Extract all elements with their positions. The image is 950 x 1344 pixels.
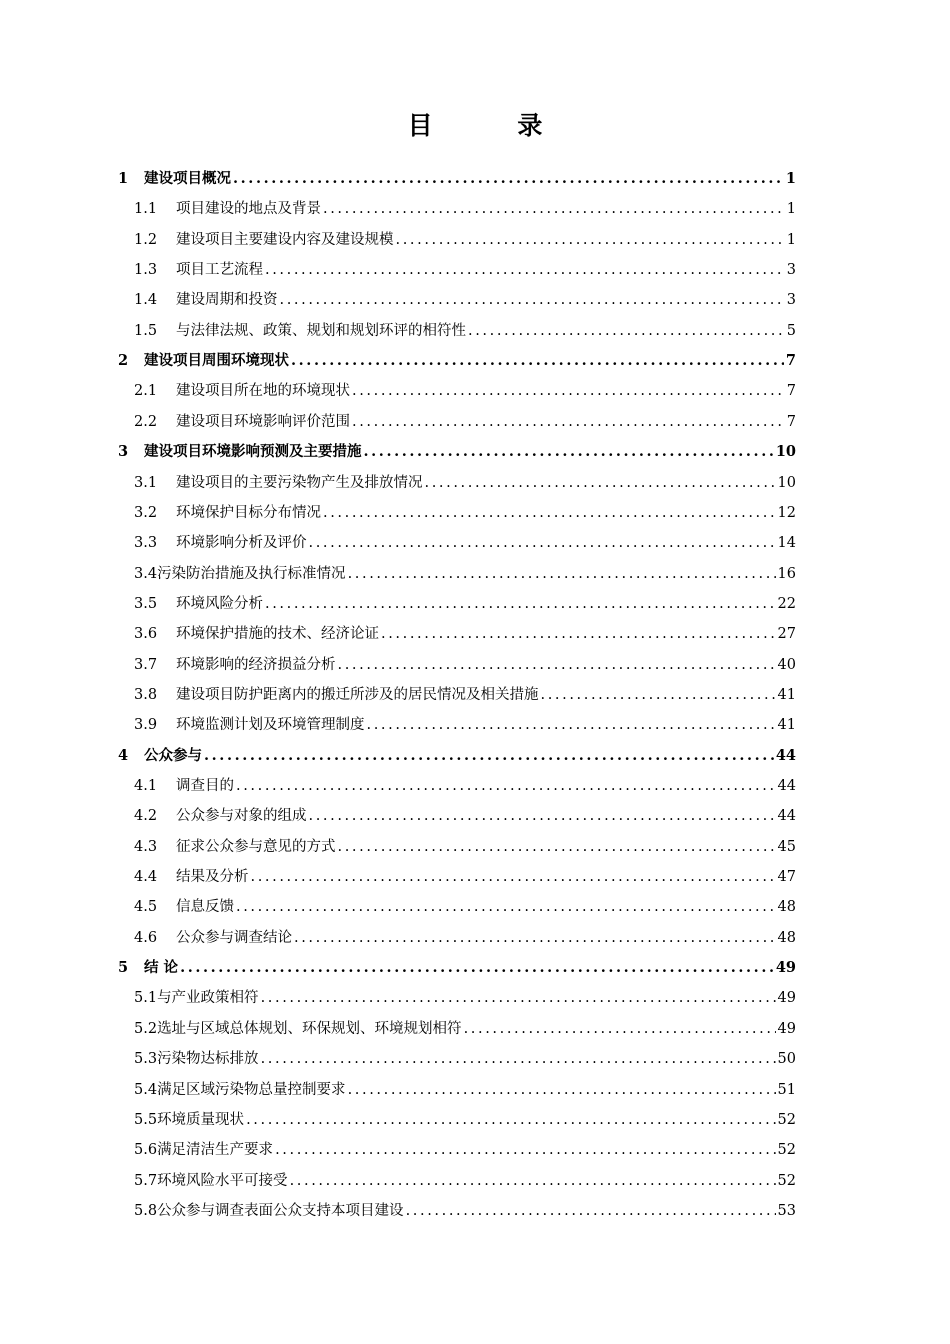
toc-entry-number: 1.3	[134, 262, 158, 279]
toc-entry-title: 建设项目环境影响评价范围	[176, 413, 350, 430]
toc-dot-leader	[261, 1045, 776, 1073]
toc-dot-leader	[364, 438, 774, 466]
toc-entry-number: 3.2	[134, 504, 158, 521]
toc-entry-title: 环境影响的经济损益分析	[176, 656, 336, 673]
toc-section-entry[interactable]	[134, 408, 796, 436]
toc-page-number: 47	[777, 869, 796, 886]
toc-section-entry[interactable]	[134, 711, 796, 739]
toc-section-entry[interactable]	[134, 317, 796, 345]
toc-entry-title: 污染物达标排放	[157, 1051, 259, 1068]
toc-dot-leader	[406, 1197, 776, 1225]
toc-dot-leader	[280, 286, 785, 314]
toc-section-entry[interactable]	[134, 802, 796, 830]
toc-dot-leader	[204, 742, 774, 770]
toc-dot-leader	[261, 984, 776, 1012]
toc-entry-title: 环境监测计划及环境管理制度	[176, 717, 365, 734]
toc-page-number: 40	[777, 656, 796, 673]
toc-page-number: 53	[777, 1202, 796, 1219]
toc-page-number: 10	[777, 474, 796, 491]
toc-entry-title: 选址与区域总体规划、环保规划、环境规划相符	[157, 1020, 462, 1037]
toc-entry-number: 1	[118, 170, 129, 187]
toc-entry-title: 环境保护措施的技术、经济论证	[176, 626, 379, 643]
toc-dot-leader	[352, 377, 785, 405]
toc-entry-number: 5.1	[134, 990, 158, 1007]
toc-entry-title: 建设项目防护距离内的搬迁所涉及的居民情况及相关措施	[176, 686, 539, 703]
toc-section-entry[interactable]	[134, 1136, 796, 1164]
toc-dot-leader	[265, 256, 785, 284]
toc-page-number: 1	[786, 231, 796, 248]
toc-entry-number: 5	[118, 959, 129, 977]
toc-dot-leader	[236, 893, 776, 921]
toc-dot-leader	[425, 469, 776, 497]
toc-entry-number: 3.8	[134, 686, 158, 703]
toc-section-entry[interactable]	[134, 256, 796, 284]
toc-entry-number: 5.2	[134, 1020, 158, 1037]
toc-entry-number: 3	[118, 443, 129, 461]
toc-dot-leader	[291, 347, 784, 375]
toc-entry-title: 公众参与调查表面公众支持本项目建设	[157, 1202, 404, 1219]
toc-dot-leader	[464, 1015, 776, 1043]
toc-section-entry[interactable]	[134, 195, 796, 223]
toc-section-entry[interactable]	[134, 1015, 796, 1043]
toc-entry-number: 4.4	[134, 869, 158, 886]
toc-entry-number: 2.1	[134, 383, 158, 400]
toc-section-entry[interactable]	[134, 529, 796, 557]
toc-section-entry[interactable]	[134, 833, 796, 861]
toc-chapter-entry[interactable]	[118, 347, 796, 375]
toc-entry-title: 结 论	[144, 959, 179, 977]
toc-page-number: 12	[777, 504, 796, 521]
toc-section-entry[interactable]	[134, 286, 796, 314]
toc-page-number: 7	[786, 383, 796, 400]
toc-dot-leader	[381, 620, 776, 648]
toc-section-entry[interactable]	[134, 1106, 796, 1134]
toc-entry-title: 环境保护目标分布情况	[176, 504, 321, 521]
toc-section-entry[interactable]	[134, 924, 796, 952]
toc-page-number: 7	[785, 352, 796, 370]
toc-page-number: 44	[777, 808, 796, 825]
toc-entry-number: 4.3	[134, 838, 158, 855]
page-title: 目 录	[407, 111, 581, 140]
toc-page-number: 48	[777, 899, 796, 916]
toc-section-entry[interactable]	[134, 1167, 796, 1195]
toc-section-entry[interactable]	[134, 984, 796, 1012]
toc-entry-number: 5.5	[134, 1111, 158, 1128]
toc-entry-title: 满足清洁生产要求	[157, 1142, 274, 1159]
toc-chapter-entry[interactable]	[118, 165, 796, 193]
toc-entry-number: 4.5	[134, 899, 158, 916]
toc-dot-leader	[338, 833, 776, 861]
toc-entry-number: 5.7	[134, 1172, 158, 1189]
toc-entry-title: 环境风险分析	[176, 595, 263, 612]
toc-section-entry[interactable]	[134, 469, 796, 497]
toc-entry-title: 建设项目概况	[144, 170, 231, 187]
toc-section-entry[interactable]	[134, 1197, 796, 1225]
toc-entry-number: 3.3	[134, 535, 158, 552]
toc-chapter-entry[interactable]	[118, 438, 796, 466]
toc-entry-number: 3.1	[134, 474, 158, 491]
toc-page-number: 45	[777, 838, 796, 855]
toc-entry-number: 5.3	[134, 1051, 158, 1068]
toc-dot-leader	[294, 924, 776, 952]
toc-section-entry[interactable]	[134, 590, 796, 618]
toc-page-number: 51	[777, 1081, 796, 1098]
toc-entry-title: 建设项目主要建设内容及建设规模	[176, 231, 394, 248]
toc-dot-leader	[251, 863, 776, 891]
toc-dot-leader	[290, 1167, 776, 1195]
toc-page-number: 48	[777, 929, 796, 946]
toc-page-number: 7	[786, 413, 796, 430]
toc-page-number: 10	[775, 443, 796, 461]
toc-dot-leader	[468, 317, 785, 345]
toc-section-entry[interactable]	[134, 620, 796, 648]
toc-dot-leader	[265, 590, 776, 618]
toc-page-number: 52	[777, 1111, 796, 1128]
toc-dot-leader	[275, 1136, 775, 1164]
toc-dot-leader	[323, 195, 785, 223]
toc-section-entry[interactable]	[134, 772, 796, 800]
toc-page-number: 3	[786, 262, 796, 279]
toc-page-number: 3	[786, 292, 796, 309]
toc-dot-leader	[541, 681, 776, 709]
toc-entry-title: 建设周期和投资	[176, 292, 278, 309]
toc-dot-leader	[236, 772, 776, 800]
toc-page-number: 44	[775, 746, 796, 764]
toc-entry-number: 1.1	[134, 201, 158, 218]
toc-entry-title: 项目建设的地点及背景	[176, 201, 321, 218]
toc-dot-leader	[233, 165, 784, 193]
toc-entry-title: 与产业政策相符	[157, 990, 259, 1007]
toc-entry-title: 建设项目环境影响预测及主要措施	[144, 443, 362, 461]
toc-section-entry[interactable]	[134, 226, 796, 254]
toc-page-number: 52	[777, 1142, 796, 1159]
toc-page-number: 5	[786, 322, 796, 339]
toc-entry-number: 1.2	[134, 231, 158, 248]
toc-section-entry[interactable]	[134, 651, 796, 679]
toc-entry-title: 公众参与对象的组成	[176, 808, 307, 825]
toc-entry-number: 4.2	[134, 808, 158, 825]
toc-section-entry[interactable]	[134, 1045, 796, 1073]
toc-entry-number: 3.5	[134, 595, 158, 612]
toc-section-entry[interactable]	[134, 499, 796, 527]
toc-page-number: 16	[777, 565, 796, 582]
toc-page-number: 14	[777, 535, 796, 552]
toc-page-number: 41	[777, 686, 796, 703]
toc-dot-leader	[180, 954, 774, 982]
toc-entry-title: 项目工艺流程	[176, 262, 263, 279]
toc-entry-title: 调查目的	[176, 778, 234, 794]
toc-entry-title: 环境质量现状	[157, 1111, 245, 1128]
toc-page-number: 49	[777, 1020, 796, 1037]
toc-dot-leader	[352, 408, 785, 436]
toc-entry-title: 与法律法规、政策、规划和规划环评的相符性	[176, 322, 466, 339]
toc-section-entry[interactable]	[134, 893, 796, 921]
toc-page-number: 49	[777, 990, 796, 1007]
toc-page-number: 1	[786, 201, 796, 218]
toc-entry-number: 3.7	[134, 656, 158, 673]
toc-section-entry[interactable]	[134, 1076, 796, 1104]
toc-entry-number: 2	[118, 352, 129, 370]
toc-page-number: 1	[785, 170, 796, 187]
toc-entry-title: 满足区域污染物总量控制要求	[157, 1081, 346, 1098]
toc-dot-leader	[348, 1076, 776, 1104]
toc-page-number: 50	[777, 1051, 796, 1068]
toc-entry-number: 3.4	[134, 565, 158, 582]
toc-section-entry[interactable]	[134, 377, 796, 405]
toc-page-number: 49	[775, 959, 796, 977]
toc-entry-title: 结果及分析	[176, 869, 249, 886]
toc-entry-title: 污染防治措施及执行标准情况	[157, 565, 346, 582]
toc-entry-number: 1.5	[134, 322, 158, 339]
toc-entry-number: 2.2	[134, 413, 158, 430]
toc-dot-leader	[309, 802, 776, 830]
toc-entry-number: 4.1	[134, 778, 158, 794]
toc-page-number: 22	[777, 595, 796, 612]
toc-entry-title: 公众参与	[144, 746, 202, 764]
toc-entry-title: 公众参与调查结论	[176, 929, 292, 946]
toc-entry-title: 建设项目周围环境现状	[144, 352, 289, 370]
toc-entry-number: 5.6	[134, 1142, 158, 1159]
toc-dot-leader	[323, 499, 776, 527]
toc-dot-leader	[338, 651, 776, 679]
toc-entry-number: 3.6	[134, 626, 158, 643]
toc-page-number: 44	[777, 778, 796, 794]
toc-entry-number: 5.4	[134, 1081, 158, 1098]
toc-chapter-entry[interactable]	[118, 742, 796, 770]
toc-page-number: 52	[777, 1172, 796, 1189]
toc-entry-title: 建设项目的主要污染物产生及排放情况	[176, 474, 423, 491]
toc-chapter-entry[interactable]	[118, 954, 796, 982]
toc-page-number: 41	[777, 717, 796, 734]
toc-section-entry[interactable]	[134, 681, 796, 709]
toc-dot-leader	[348, 560, 776, 588]
toc-entry-number: 4.6	[134, 929, 158, 946]
toc-section-entry[interactable]	[134, 863, 796, 891]
toc-dot-leader	[396, 226, 785, 254]
toc-entry-number: 5.8	[134, 1202, 158, 1219]
toc-dot-leader	[246, 1106, 775, 1134]
toc-entry-title: 征求公众参与意见的方式	[176, 838, 336, 855]
toc-section-entry[interactable]	[134, 560, 796, 588]
toc-entry-number: 1.4	[134, 292, 158, 309]
toc-entry-title: 信息反馈	[176, 899, 234, 916]
toc-entry-title: 环境影响分析及评价	[176, 535, 307, 552]
toc-entry-title: 建设项目所在地的环境现状	[176, 383, 350, 400]
toc-entry-number: 3.9	[134, 717, 158, 734]
toc-entry-number: 4	[118, 746, 129, 764]
toc-dot-leader	[367, 711, 776, 739]
toc-entry-title: 环境风险水平可接受	[157, 1172, 288, 1189]
toc-page-number: 27	[777, 626, 796, 643]
toc-dot-leader	[309, 529, 776, 557]
